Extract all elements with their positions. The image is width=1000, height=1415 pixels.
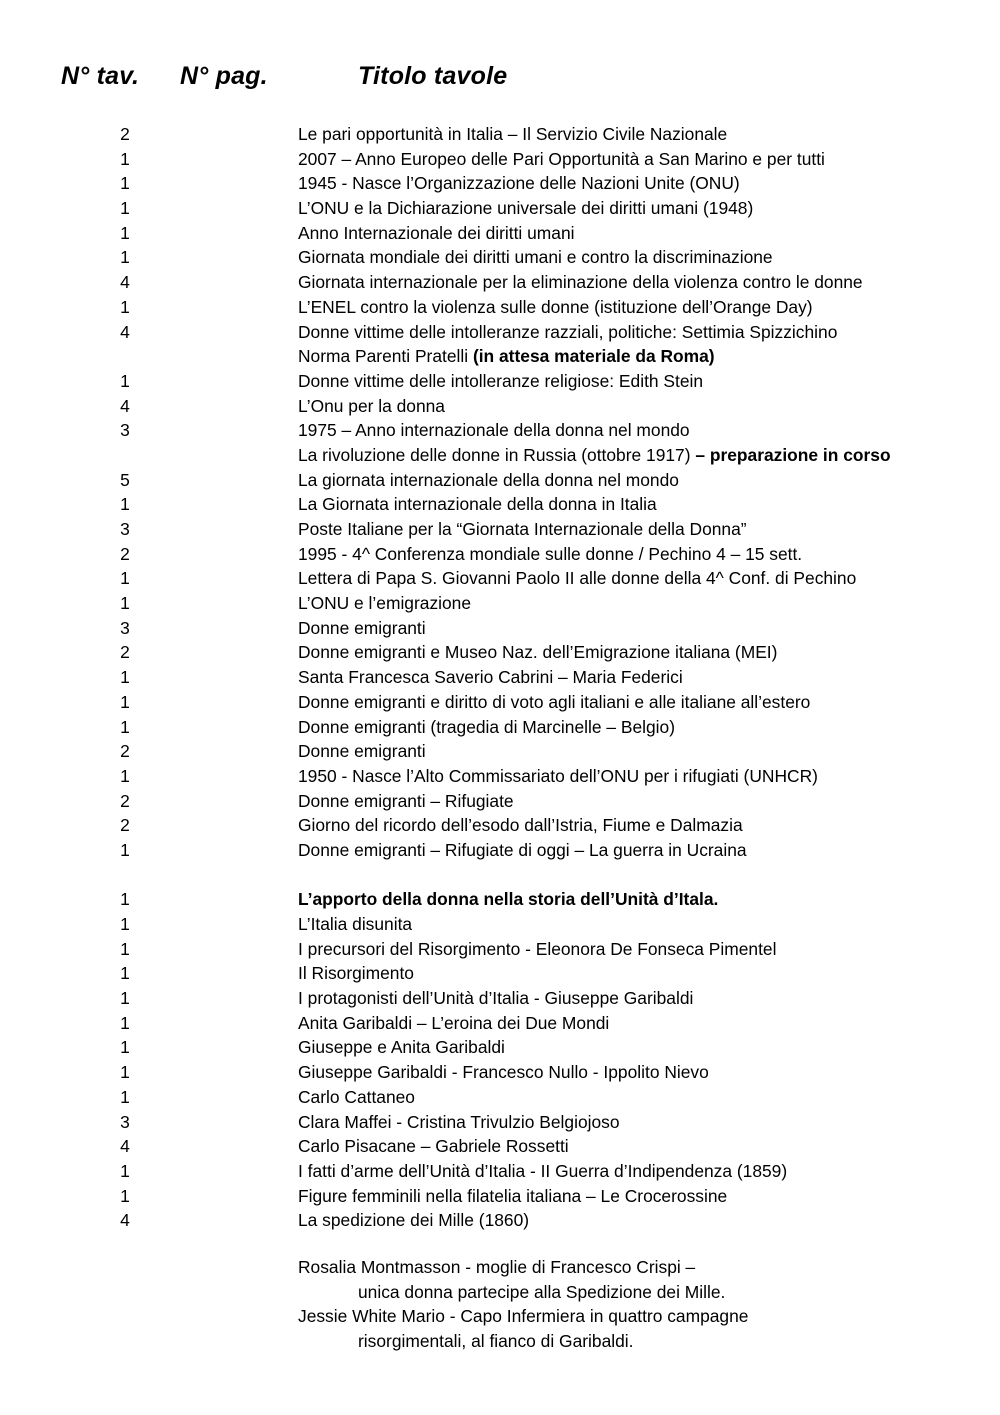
tav-count: 2 xyxy=(120,642,130,663)
section-heading: L’apporto della donna nella storia dell’Unità d’Itala. xyxy=(298,889,719,910)
table-row xyxy=(0,492,1000,517)
table-row xyxy=(0,171,1000,196)
row-title-with-note xyxy=(298,443,891,468)
row-title: Donne vittime delle intolleranze religiose: Edith Stein xyxy=(298,370,704,391)
row-title: I precursori del Risorgimento - Eleonora De Fonseca Pimentel xyxy=(298,938,777,959)
table-row xyxy=(0,1035,1000,1060)
table-row xyxy=(0,591,1000,616)
table-row xyxy=(0,789,1000,814)
tav-count: 1 xyxy=(120,1062,130,1083)
row-title: Giornata internazionale per la eliminazione della violenza contro le donne xyxy=(298,272,863,293)
row-title: L’ONU e l’emigrazione xyxy=(298,593,472,614)
status-note: (in attesa materiale da Roma) xyxy=(472,346,715,367)
tav-count: 1 xyxy=(120,1037,130,1058)
tav-count: 1 xyxy=(120,691,130,712)
row-title: La Giornata internazionale della donna in Italia xyxy=(298,494,657,515)
note-line-indented: risorgimentali, al fianco di Garibaldi. xyxy=(358,1331,634,1352)
row-title: L’Onu per la donna xyxy=(298,395,445,416)
row-title: Norma Parenti Pratelli xyxy=(298,346,473,367)
tav-count: 1 xyxy=(120,370,130,391)
row-title: La giornata internazionale della donna nel mondo xyxy=(298,469,679,490)
row-title: Giuseppe Garibaldi - Francesco Nullo - Ippolito Nievo xyxy=(298,1062,709,1083)
row-title: Carlo Pisacane – Gabriele Rossetti xyxy=(298,1136,569,1157)
table-row xyxy=(0,665,1000,690)
table-row xyxy=(0,1085,1000,1110)
row-title: 1975 – Anno internazionale della donna nel mondo xyxy=(298,420,690,441)
tav-count: 1 xyxy=(120,1012,130,1033)
tav-count: 1 xyxy=(120,222,130,243)
tav-count: 3 xyxy=(120,420,130,441)
table-row xyxy=(0,221,1000,246)
row-title: Anita Garibaldi – L’eroina dei Due Mondi xyxy=(298,1012,610,1033)
row-title: Donne emigranti – Rifugiate xyxy=(298,790,514,811)
table-row xyxy=(0,295,1000,320)
table-row xyxy=(0,986,1000,1011)
note-line: Jessie White Mario - Capo Infermiera in quattro campagne xyxy=(298,1306,749,1327)
table-row xyxy=(0,517,1000,542)
table-row xyxy=(0,912,1000,937)
row-title: Donne emigranti e Museo Naz. dell’Emigrazione italiana (MEI) xyxy=(298,642,778,663)
section-heading-row xyxy=(0,887,1000,912)
table-header xyxy=(0,62,1000,98)
tav-count: 1 xyxy=(120,1086,130,1107)
table-row xyxy=(0,1110,1000,1135)
row-title: La rivoluzione delle donne in Russia (ottobre 1917) xyxy=(298,444,696,465)
tav-count: 4 xyxy=(120,1210,130,1231)
row-title: Carlo Cattaneo xyxy=(298,1086,415,1107)
table-row xyxy=(0,715,1000,740)
row-title: Santa Francesca Saverio Cabrini – Maria Federici xyxy=(298,667,683,688)
row-title: La spedizione dei Mille (1860) xyxy=(298,1210,530,1231)
row-title-with-note xyxy=(298,344,715,369)
row-title: Giuseppe e Anita Garibaldi xyxy=(298,1037,505,1058)
row-title: Clara Maffei - Cristina Trivulzio Belgiojoso xyxy=(298,1111,620,1132)
header-tav: N° tav. xyxy=(61,62,140,90)
tav-count: 4 xyxy=(120,395,130,416)
row-title: 2007 – Anno Europeo delle Pari Opportunità a San Marino e per tutti xyxy=(298,148,825,169)
row-title: Donne vittime delle intolleranze razziali, politiche: Settimia Spizzichino xyxy=(298,321,838,342)
row-title: Donne emigranti xyxy=(298,741,426,762)
table-row xyxy=(0,468,1000,493)
tav-count: 1 xyxy=(120,494,130,515)
table-row xyxy=(0,1184,1000,1209)
table-row xyxy=(0,418,1000,443)
row-title: Lettera di Papa S. Giovanni Paolo II alle donne della 4^ Conf. di Pechino xyxy=(298,568,857,589)
row-title: L’Italia disunita xyxy=(298,914,413,934)
tav-count: 1 xyxy=(120,988,130,1009)
tav-count: 2 xyxy=(120,790,130,811)
table-row xyxy=(0,566,1000,591)
tav-count: 1 xyxy=(120,938,130,959)
row-title: Giorno del ricordo dell’esodo dall’Istria, Fiume e Dalmazia xyxy=(298,815,743,836)
note-line: Rosalia Montmasson - moglie di Francesco Crispi – xyxy=(298,1257,696,1277)
table-row xyxy=(0,1159,1000,1184)
tav-count: 1 xyxy=(120,568,130,589)
tav-count: 4 xyxy=(120,272,130,293)
row-title: 1950 - Nasce l’Alto Commissariato dell’ONU per i rifugiati (UNHCR) xyxy=(298,765,818,786)
tav-count: 2 xyxy=(120,124,130,144)
table-row xyxy=(0,344,1000,369)
header-pag: N° pag. xyxy=(180,62,268,90)
row-title: L’ONU e la Dichiarazione universale dei diritti umani (1948) xyxy=(298,198,754,219)
tav-count: 3 xyxy=(120,519,130,539)
row-title: I protagonisti dell’Unità d’Italia - Giuseppe Garibaldi xyxy=(298,988,694,1009)
table-row xyxy=(0,122,1000,147)
table-row xyxy=(0,640,1000,665)
row-title: Donne emigranti (tragedia di Marcinelle – Belgio) xyxy=(298,716,675,737)
row-title: Donne emigranti – Rifugiate di oggi – La guerra in Ucraina xyxy=(298,839,747,860)
table-row xyxy=(0,616,1000,641)
tav-count: 1 xyxy=(120,963,130,984)
row-title: Anno Internazionale dei diritti umani xyxy=(298,222,575,243)
table-row xyxy=(0,1060,1000,1085)
row-title: Le pari opportunità in Italia – Il Servizio Civile Nazionale xyxy=(298,124,728,144)
table-row xyxy=(0,961,1000,986)
row-title: Donne emigranti e diritto di voto agli italiani e alle italiane all’estero xyxy=(298,691,811,712)
tav-count: 1 xyxy=(120,593,130,614)
tav-count: 2 xyxy=(120,741,130,762)
row-title: Donne emigranti xyxy=(298,617,426,638)
row-title: I fatti d’arme dell’Unità d’Italia - II Guerra d’Indipendenza (1859) xyxy=(298,1160,788,1181)
table-row xyxy=(0,147,1000,172)
table-row xyxy=(0,369,1000,394)
row-title: Poste Italiane per la “Giornata Internazionale della Donna” xyxy=(298,519,747,539)
table-row xyxy=(0,196,1000,221)
row-title: Giornata mondiale dei diritti umani e contro la discriminazione xyxy=(298,247,773,268)
table-row xyxy=(0,1011,1000,1036)
tav-count: 1 xyxy=(120,667,130,688)
table-body xyxy=(0,122,1000,1233)
tav-count: 1 xyxy=(120,839,130,860)
row-title: Figure femminili nella filatelia italiana – Le Crocerossine xyxy=(298,1185,728,1206)
table-row xyxy=(0,245,1000,270)
tav-count: 1 xyxy=(120,1185,130,1206)
table-row xyxy=(0,443,1000,468)
tav-count: 4 xyxy=(120,321,130,342)
tav-count: 1 xyxy=(120,889,130,910)
table-row xyxy=(0,813,1000,838)
section-spacer xyxy=(0,863,1000,888)
status-note: – preparazione in corso xyxy=(695,444,891,465)
tav-count: 4 xyxy=(120,1136,130,1157)
tav-count: 1 xyxy=(120,148,130,169)
table-row xyxy=(0,320,1000,345)
note-line-indented: unica donna partecipe alla Spedizione dei Mille. xyxy=(358,1281,726,1302)
tav-count: 1 xyxy=(120,247,130,268)
table-row xyxy=(0,739,1000,764)
table-row xyxy=(0,394,1000,419)
table-row xyxy=(0,542,1000,567)
tav-count: 1 xyxy=(120,716,130,737)
header-title: Titolo tavole xyxy=(358,62,508,90)
table-row xyxy=(0,1134,1000,1159)
row-title: Il Risorgimento xyxy=(298,963,414,984)
tav-count: 1 xyxy=(120,296,130,317)
tav-count: 5 xyxy=(120,469,130,490)
table-row xyxy=(0,838,1000,863)
tav-count: 1 xyxy=(120,173,130,194)
tav-count: 2 xyxy=(120,815,130,836)
tav-count: 3 xyxy=(120,617,130,638)
footnotes xyxy=(298,1255,748,1354)
row-title: 1945 - Nasce l’Organizzazione delle Nazioni Unite (ONU) xyxy=(298,173,740,194)
table-row xyxy=(0,1208,1000,1233)
tav-count: 1 xyxy=(120,1160,130,1181)
table-row xyxy=(0,270,1000,295)
table-row xyxy=(0,690,1000,715)
tav-count: 3 xyxy=(120,1111,130,1132)
row-title: 1995 - 4^ Conferenza mondiale sulle donne / Pechino 4 – 15 sett. xyxy=(298,543,803,564)
tav-count: 1 xyxy=(120,198,130,219)
table-row xyxy=(0,764,1000,789)
tav-count: 1 xyxy=(120,914,130,934)
table-row xyxy=(0,937,1000,962)
row-title: L’ENEL contro la violenza sulle donne (istituzione dell’Orange Day) xyxy=(298,296,813,317)
tav-count: 2 xyxy=(120,543,130,564)
tav-count: 1 xyxy=(120,765,130,786)
